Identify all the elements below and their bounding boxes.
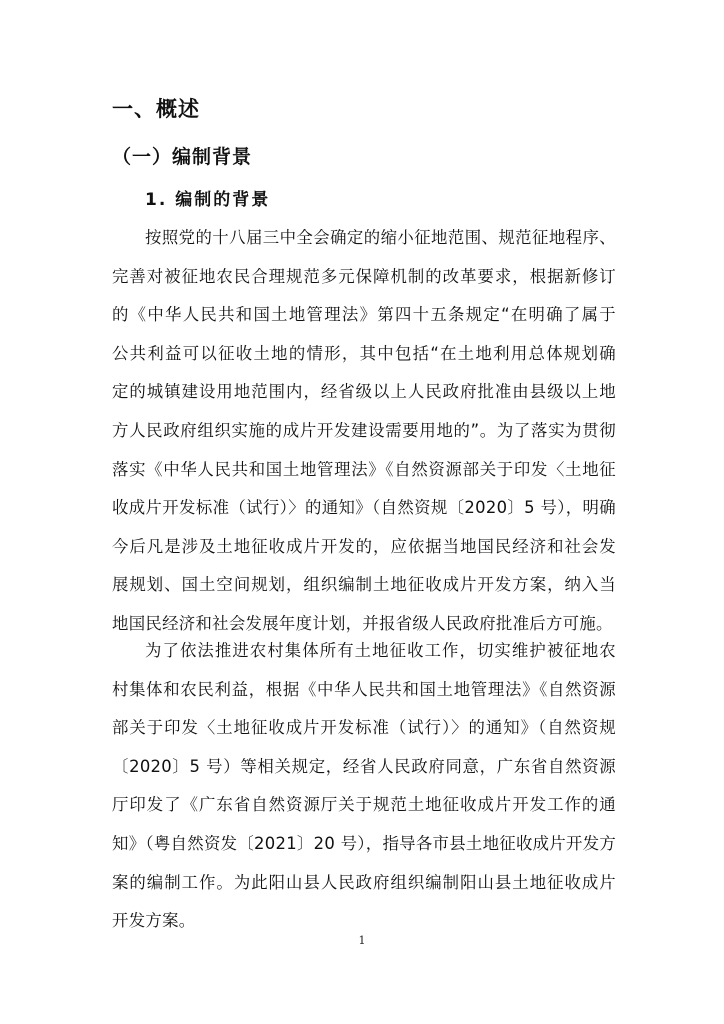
paragraph-line: 按照党的十八届三中全会确定的缩小征地范围、规范征地程序、 — [145, 228, 616, 247]
page-number: 1 — [358, 934, 366, 947]
section-heading: 一、概述 — [112, 97, 200, 121]
paragraph-line: 案的编制工作。为此阳山县人民政府组织编制阳山县土地征收成片 — [112, 872, 616, 892]
paragraph-line: 展规划、国土空间规划，组织编制土地征收成片开发方案，纳入当 — [112, 575, 616, 595]
paragraph-line: 完善对被征地农民合理规范多元保障机制的改革要求，根据新修订 — [112, 266, 616, 286]
paragraph-background-2 — [112, 632, 616, 941]
paragraph-line: 部关于印发〈土地征收成片开发标准（试行）〉的通知》（自然资规 — [112, 718, 616, 738]
paragraph-line: 今后凡是涉及土地征收成片开发的，应依据当地国民经济和社会发 — [112, 536, 616, 556]
sub-subsection-heading: 1. 编制的背景 — [145, 190, 271, 210]
paragraph-line: 的《中华人民共和国土地管理法》第四十五条规定“在明确了属于 — [112, 305, 616, 325]
paragraph-line: 定的城镇建设用地范围内，经省级以上人民政府批准由县级以上地 — [112, 382, 616, 402]
paragraph-line: 厅印发了《广东省自然资源厅关于规范土地征收成片开发工作的通 — [112, 795, 616, 815]
paragraph-line: 〔2020〕5 号）等相关规定，经省人民政府同意，广东省自然资源 — [112, 756, 616, 776]
paragraph-line: 知》（粤自然资发〔2021〕20 号），指导各市县土地征收成片开发方 — [112, 833, 616, 853]
paragraph-line: 地国民经济和社会发展年度计划，并报省级人民政府批准后方可施。 — [112, 613, 613, 633]
paragraph-line: 收成片开发标准（试行）〉的通知》（自然资规〔2020〕5 号），明确 — [112, 498, 616, 518]
paragraph-line: 村集体和农民利益，根据《中华人民共和国土地管理法》《自然资源 — [112, 679, 616, 699]
subsection-heading: （一）编制背景 — [112, 146, 253, 168]
paragraph-line: 公共利益可以征收土地的情形，其中包括“在土地利用总体规划确 — [112, 343, 616, 363]
paragraph-background-1 — [112, 219, 616, 644]
paragraph-line: 开发方案。 — [112, 911, 196, 931]
paragraph-line: 落实《中华人民共和国土地管理法》《自然资源部关于印发〈土地征 — [112, 459, 616, 479]
paragraph-line: 方人民政府组织实施的成片开发建设需要用地的”。为了落实为贯彻 — [112, 420, 616, 440]
paragraph-line: 为了依法推进农村集体所有土地征收工作，切实维护被征地农 — [145, 641, 616, 660]
